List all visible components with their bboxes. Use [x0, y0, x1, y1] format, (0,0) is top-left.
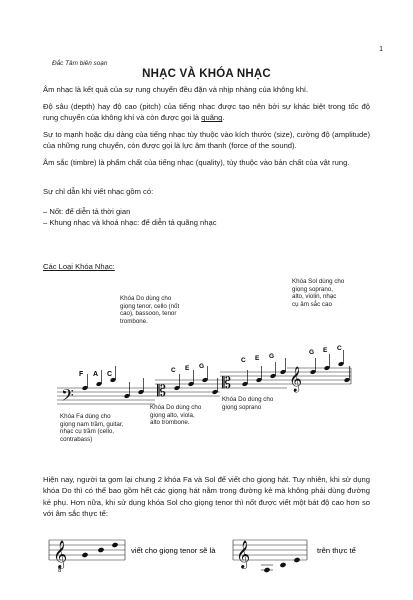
note-label: C [107, 371, 113, 378]
svg-text:𝄞: 𝄞 [236, 541, 251, 568]
note-label: C [241, 357, 246, 364]
svg-text:8: 8 [58, 568, 62, 574]
note-label: G [309, 349, 315, 356]
list-item: – Khung nhạc và khoá nhạc: để diễn tả quãng nhạc [43, 218, 217, 227]
staff-caption: viết cho giọng tenor sẽ là [131, 546, 216, 555]
tenor-written-staff [49, 540, 216, 574]
underlined-term: quãng [201, 113, 223, 123]
page-title: NHẠC VÀ KHÓA NHẠC [142, 68, 271, 80]
note-label: E [323, 347, 328, 354]
note-label: C [171, 367, 176, 374]
author-credit: Đắc Tâm biên soạn [52, 60, 108, 67]
bass-clef-staff [57, 366, 155, 409]
svg-text:𝄞: 𝄞 [289, 366, 303, 391]
alto-clef-icon [157, 382, 166, 400]
svg-text:𝄡: 𝄡 [222, 375, 231, 392]
note-label: E [185, 365, 190, 372]
paragraph-5: Sự chỉ dẫn khi viết nhạc gồm có: [43, 187, 154, 196]
bottom-staffs-figure [45, 528, 375, 576]
caption-bass-fa: Khóa Fa dùng cho giọng nam trầm, guitar, nhạc cụ trầm (cello, contrabass) [60, 413, 124, 443]
note-label: G [269, 353, 275, 360]
note-label: F [79, 371, 84, 378]
treble-clef-icon [289, 366, 302, 392]
svg-text:𝄡: 𝄡 [157, 383, 166, 400]
bass-clef-icon [61, 387, 74, 409]
paragraph-1: Âm nhạc là kết quả của sự rung chuyển đều đặn và nhịp nhàng của không khí. [43, 85, 309, 94]
note-label: C [337, 345, 342, 352]
treble-8-clef-icon [53, 541, 67, 574]
svg-text:𝄞: 𝄞 [53, 541, 68, 568]
soprano-do-clef-icon [222, 374, 231, 392]
tenor-actual-staff [233, 540, 357, 573]
list-item: – Nốt: để diễn tả thời gian [43, 207, 131, 216]
paragraph-3: Sự to mạnh hoặc dịu dàng của tiếng nhạc tùy thuộc vào kích thước (size), cường độ (amplitude) của những rung chuyển, còn được gọi là lực âm thanh (force of the sound). [43, 130, 370, 151]
alto-clef-staff [155, 363, 220, 400]
caption-soprano-sol: Khóa Sol dùng cho giọng soprano, alto, violin, nhạc cụ âm sắc cao [292, 278, 345, 308]
svg-text:𝄢: 𝄢 [61, 387, 74, 409]
page-number: 1 [379, 46, 383, 53]
note-label: G [199, 363, 205, 370]
treble-clef-staff [287, 345, 351, 392]
tenor-clef-staff [220, 353, 287, 392]
clef-staffs-figure [55, 330, 355, 410]
note-label: A [93, 371, 99, 378]
paragraph-6: Hiện nay, người ta gom lại chung 2 khóa Fa và Sol để viết cho giọng hát. Tuy nhiên, khi sử dụng khóa Do thì có thể bao gồm hết các giọng hát nằm trong đường kẻ mà không phải dùng đường kẻ phụ. Hơn nữa, khi sử dụng khóa Sol cho giọng tenor thì nốt được viết một bát độ cao hơn so với âm sắc thực tế: [43, 475, 370, 519]
paragraph-2: Độ sâu (depth) hay độ cao (pitch) của tiếng nhạc được tạo nên bởi sự khác biệt trong tốc độ rung chuyển của không khí và còn được gọi là quãng. [43, 102, 370, 123]
paragraph-4: Âm sắc (timbre) là phẩm chất của tiếng nhạc (quality), tùy thuộc vào bản chất của vật rung. [43, 158, 350, 167]
caption-soprano-do: Khóa Do dùng cho giọng soprano [222, 396, 274, 411]
staff-caption: trên thực tế [317, 546, 356, 555]
treble-clef-icon [236, 541, 250, 569]
note-label: E [255, 355, 260, 362]
section-heading: Các Loại Khóa Nhạc: [43, 262, 115, 271]
caption-alto-do: Khóa Do dùng cho giọng alto, viola, alto trombone. [150, 404, 202, 427]
caption-tenor-do: Khóa Do dùng cho giọng tenor, cello (nốt cao), bassoon, tenor trombone. [120, 295, 180, 325]
